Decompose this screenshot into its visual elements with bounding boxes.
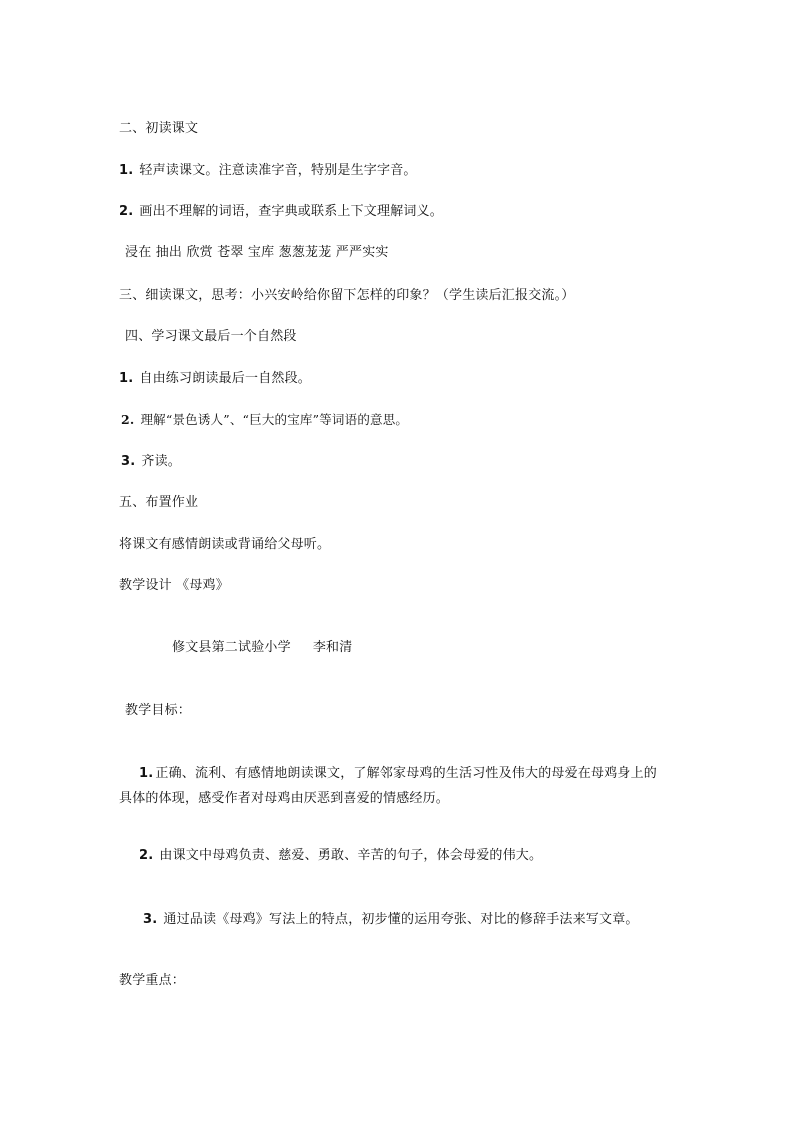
list-text: 自由练习朗读最后一自然段。: [139, 371, 311, 386]
design-title: 教学设计 《母鸡》: [119, 578, 229, 593]
list-text: 理解“景色诱人”、“巨大的宝库”等词语的意思。: [140, 412, 409, 427]
list-number: 3.: [121, 454, 136, 469]
goal-item: [143, 911, 639, 929]
list-number: 1.: [139, 766, 154, 781]
list-item: [121, 411, 408, 429]
list-item: [119, 370, 311, 388]
homework-text: 将课文有感情朗读或背诵给父母听。: [119, 537, 331, 552]
goal-item: [119, 761, 657, 811]
goal-text: 正确、流利、有感情地朗读课文，了解邻家母鸡的生活习性及伟大的母爱在母鸡身上的具体的体现，感受作者对母鸡由厌恶到喜爱的情感经历。: [119, 766, 657, 806]
section4-heading: 四、学习课文最后一个自然段: [125, 329, 297, 344]
key-points-heading: 教学重点：: [119, 973, 186, 988]
section3-heading: 三、细读课文，思考：小兴安岭给你留下怎样的印象？（学生读后汇报交流。）: [119, 288, 575, 303]
goal-text: 通过品读《母鸡》写法上的特点，初步懂的运用夸张、对比的修辞手法来写文章。: [163, 912, 639, 927]
list-number: 3.: [143, 912, 158, 927]
author-school: 修文县第二试验小学: [172, 640, 291, 655]
list-item: [119, 162, 417, 180]
goal-item: [139, 847, 542, 865]
list-text: 画出不理解的词语，查字典或联系上下文理解词义。: [139, 204, 443, 219]
author-line: [172, 639, 352, 657]
vocabulary-line: 浸在 抽出 欣赏 苍翠 宝库 葱葱茏茏 严严实实: [125, 245, 389, 260]
list-item: [119, 203, 443, 221]
list-item: [121, 453, 181, 471]
list-number: 2.: [121, 412, 135, 427]
list-text: 齐读。: [141, 454, 181, 469]
section2-heading: 二、初读课文: [119, 121, 199, 136]
goals-heading: 教学目标：: [125, 703, 192, 718]
section5-heading: 五、布置作业: [119, 495, 199, 510]
goal-text: 由课文中母鸡负责、慈爱、勇敢、辛苦的句子，体会母爱的伟大。: [159, 848, 543, 863]
author-name: 李和清: [312, 640, 353, 655]
list-number: 2.: [119, 204, 134, 219]
list-number: 1.: [119, 163, 134, 178]
list-number: 2.: [139, 848, 154, 863]
list-text: 轻声读课文。注意读准字音，特别是生字字音。: [139, 163, 417, 178]
list-number: 1.: [119, 371, 134, 386]
